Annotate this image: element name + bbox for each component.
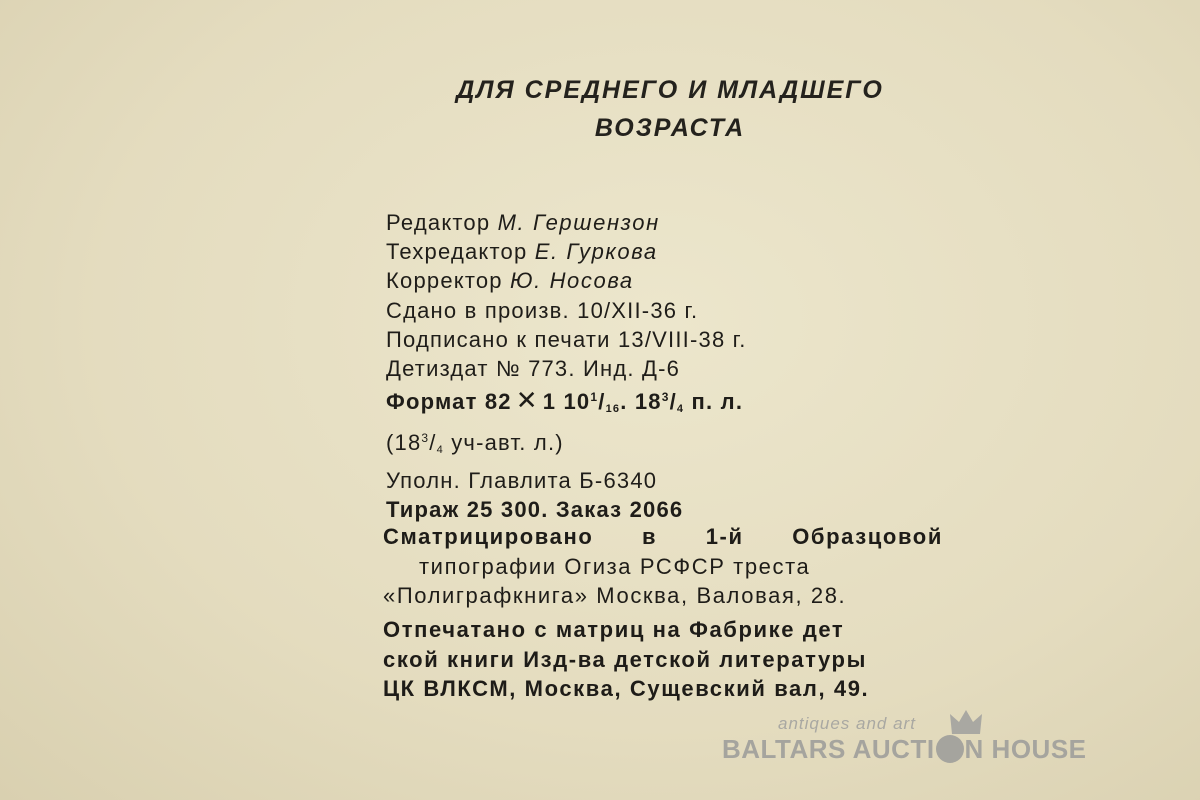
watermark-name [722,734,1087,765]
matrix-line-3: «Полиграфкнига» Москва, Валовая, 28. [383,583,847,608]
matrix-line-2: типографии Огиза РСФСР треста [419,553,811,579]
credits-block [386,208,747,524]
format-fraction-1-den: 16 [605,403,621,416]
imprint-signed: Подписано к печати 13/VIII-38 г. [386,326,747,352]
multiply-sign-icon: ✕ [515,385,539,416]
matrix-word: 1-й [705,524,744,549]
matrix-block [383,522,943,611]
watermark-name-right: N HOUSE [964,734,1087,764]
watermark-name-left: BALTARS AUCTI [722,734,935,764]
imprint-run: Тираж 25 300. Заказ 2066 [386,496,684,522]
credit-label: Редактор [386,210,498,235]
credit-name: М. Гершензон [497,210,660,235]
credit-name: Ю. Носова [510,268,634,294]
imprint-glavlit: Уполн. Главлита Б-6340 [386,467,658,493]
imprint-publisher: Детиздат № 773. Инд. Д-6 [386,356,681,382]
credit-label: Корректор [386,268,511,294]
printed-line-1: Отпечатано с матриц на Фабрике дет [383,617,845,642]
matrix-word: Образцовой [792,524,943,549]
watermark-tagline: antiques and art [778,714,916,733]
matrix-word: Сматрицировано [383,524,594,549]
credit-proofreader [386,266,747,295]
format-fraction-1-num: 1 [590,390,599,405]
format-part-b: 1 10 [542,389,591,415]
sheets-fraction-num: 3 [421,431,430,446]
heading-line-1: ДЛЯ СРЕДНЕГО И МЛАДШЕГО [456,76,884,104]
sheets-fraction-den: 4 [436,444,444,457]
auction-house-watermark [722,708,1122,788]
printed-block [383,615,943,704]
format-part-a: Формат 82 [386,389,512,415]
imprint-format: Формат 82 ✕ 1 $10^1/_{16}$. $18^3/_4$ п. л. [386,385,744,416]
imprint-submitted: Сдано в произв. 10/XII-36 г. [386,297,699,323]
credit-name: Е. Гуркова [534,239,658,265]
printed-line-3: ЦК ВЛКСМ, Москва, Сущевский вал, 49. [383,676,870,701]
sheets-part-a: (18 [386,430,422,456]
format-fraction-2-den: 4 [676,403,685,416]
credit-tech-editor [386,237,747,266]
credit-label: Техредактор [386,239,535,265]
imprint-sheets: ($18^3/_4$ уч-авт. л.) [386,430,564,457]
matrix-line-1 [383,522,943,552]
credit-editor [386,208,747,237]
format-part-d: п. л. [684,389,744,415]
format-fraction-2-num: 3 [661,390,670,405]
printed-line-2: ской книги Изд-ва детской литературы [383,646,867,672]
sheets-part-b: уч-авт. л.) [443,430,564,456]
heading-line-2: ВОЗРАСТА [594,114,746,142]
watermark-o-circle-icon [936,735,964,763]
matrix-word: в [641,524,658,549]
format-part-c: . 18 [620,389,662,415]
